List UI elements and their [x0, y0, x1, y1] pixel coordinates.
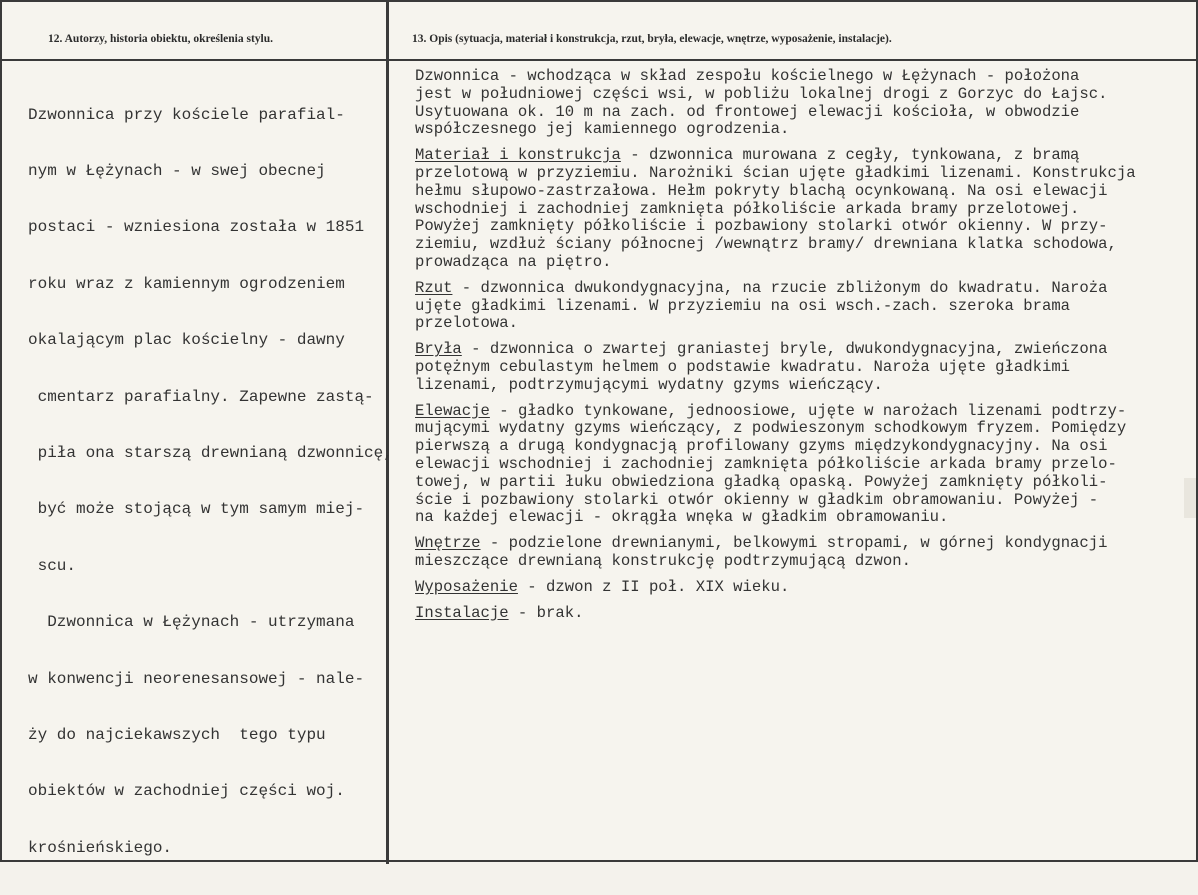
elewacje-line: pierwszą a drugą kondygnacją profilowany gzyms międzykondygnacyjny. Na osi [415, 437, 1108, 456]
left-line: być może stojącą w tym samym miej- [28, 500, 365, 519]
header-rule [2, 59, 1198, 61]
rzut-heading: Rzut [415, 278, 453, 297]
elewacje-line: mującymi wydatny gzyms wieńczący, z podwieszonym schodkowym fryzem. Pomiędzy [415, 419, 1127, 438]
bryla-first-line: - dzwonnica o zwartej graniastej bryle, dwukondygnacyjna, zwieńczona [461, 340, 1108, 359]
elewacje-line: towej, w partii łuku obwiedziona gładką opaską. Powyżej zamknięty półkoli- [415, 472, 1108, 491]
wnetrze-heading: Wnętrze [415, 534, 481, 553]
left-line: cmentarz parafialny. Zapewne zastą- [28, 387, 374, 406]
material-line: prowadząca na piętro. [415, 252, 612, 271]
instalacje-first-line: - brak. [508, 603, 584, 622]
rzut-line: ujęte gładkimi lizenami. W przyziemiu na osi wsch.-zach. szeroka brama [415, 296, 1071, 315]
elewacje-first-line: - gładko tynkowane, jednoosiowe, ujęte w narożach lizenami podtrzy- [489, 401, 1127, 420]
left-line: okalającym plac kościelny - dawny [28, 331, 345, 350]
wyposazenie-heading: Wyposażenie [415, 577, 518, 596]
left-line: ży do najciekawszych tego typu [28, 725, 326, 744]
left-line: postaci - wzniesiona została w 1851 [28, 218, 365, 237]
rzut-first-line: - dzwonnica dwukondygnacyjna, na rzucie zbliżonym do kwadratu. Naroża [452, 278, 1108, 297]
material-line: Powyżej zamknięty półkoliście i pozbawiony stolarki otwór okienny. W przy- [415, 217, 1108, 236]
elewacje-line: elewacji wschodniej i zachodniej zamknięta półkoliście arkada bramy przelo- [415, 454, 1117, 473]
bryla-paragraph [415, 341, 1198, 394]
right-column-text [415, 68, 1198, 630]
instalacje-heading: Instalacje [415, 603, 509, 622]
elewacje-heading: Elewacje [415, 401, 490, 420]
intro-line: jest w południowej części wsi, w pobliżu lokalnej drogi z Gorzyc do Łajsc. [415, 84, 1108, 103]
intro-line: Dzwonnica - wchodząca w skład zespołu kościelnego w Łężynach - położona [415, 68, 1080, 85]
left-line: Dzwonnica przy kościele parafial- [28, 105, 345, 124]
left-column-text [28, 68, 393, 895]
intro-paragraph [415, 68, 1198, 139]
bryla-heading: Bryła [415, 340, 462, 359]
left-line: roku wraz z kamiennym ogrodzeniem [28, 274, 345, 293]
wnetrze-line: mieszczące drewnianą konstrukcję podtrzymującą dzwon. [415, 551, 911, 570]
material-line: przelotową w przyziemiu. Narożniki ścian ujęte gładkimi lizenami. Konstrukcja [415, 163, 1136, 182]
wyposazenie-paragraph [415, 579, 1198, 597]
rzut-line: przelotowa. [415, 314, 518, 333]
material-paragraph [415, 147, 1198, 272]
elewacje-line: na każdej elewacji - okrągła wnęka w gładkim obramowaniu. [415, 508, 949, 527]
material-line: wschodniej i zachodniej zamknięta półkoliście arkada bramy przelotowej. [415, 199, 1080, 218]
instalacje-paragraph [415, 605, 1198, 623]
elewacje-paragraph [415, 403, 1198, 528]
wyposazenie-first-line: - dzwon z II poł. XIX wieku. [517, 577, 790, 596]
intro-line: Usytuowana ok. 10 m na zach. od frontowej elewacji kościoła, w obwodzie [415, 102, 1080, 121]
wnetrze-paragraph [415, 535, 1198, 571]
paper-edge-tab [1184, 478, 1196, 518]
elewacje-line: ście i pozbawiony stolarki otwór okienny w gładkim obramowaniu. Powyżej - [415, 490, 1099, 509]
rzut-paragraph [415, 280, 1198, 333]
material-heading: Materiał i konstrukcja [415, 146, 621, 165]
intro-line: współczesnego jej kamiennego ogrodzenia. [415, 120, 790, 139]
left-line: krośnieńskiego. [28, 838, 173, 857]
bryla-line: lizenami, podtrzymującymi wydatny gzyms wieńczący. [415, 375, 883, 394]
material-line: hełmu słupowo-zastrzałowa. Hełm pokryty blachą ocynkowaną. Na osi elewacji [415, 181, 1108, 200]
left-line: nym w Łężynach - w swej obecnej [28, 161, 326, 180]
bryla-line: potężnym cebulastym helmem o podstawie kwadratu. Naroża ujęte gładkimi [415, 357, 1071, 376]
left-line: obiektów w zachodniej części woj. [28, 782, 345, 801]
left-column-header: 12. Autorzy, historia obiektu, określenia stylu. [48, 33, 274, 45]
wnetrze-first-line: - podzielone drewnianymi, belkowymi stropami, w górnej kondygnacji [480, 534, 1108, 553]
right-column-header: 13. Opis (sytuacja, materiał i konstrukcja, rzut, bryła, elewacje, wnętrze, wyposażenie, instalacje). [412, 33, 892, 45]
left-line: piła ona starszą drewnianą dzwonnicę, [28, 443, 393, 462]
left-line: w konwencji neorenesansowej - nale- [28, 669, 365, 688]
left-line: Dzwonnica w Łężynach - utrzymana [28, 613, 355, 632]
material-first-line: - dzwonnica murowana z cegły, tynkowana, z bramą [620, 146, 1080, 165]
material-line: ziemiu, wzdłuż ściany północnej /wewnątrz bramy/ drewniana klatka schodowa, [415, 235, 1117, 254]
left-line: scu. [28, 556, 77, 575]
